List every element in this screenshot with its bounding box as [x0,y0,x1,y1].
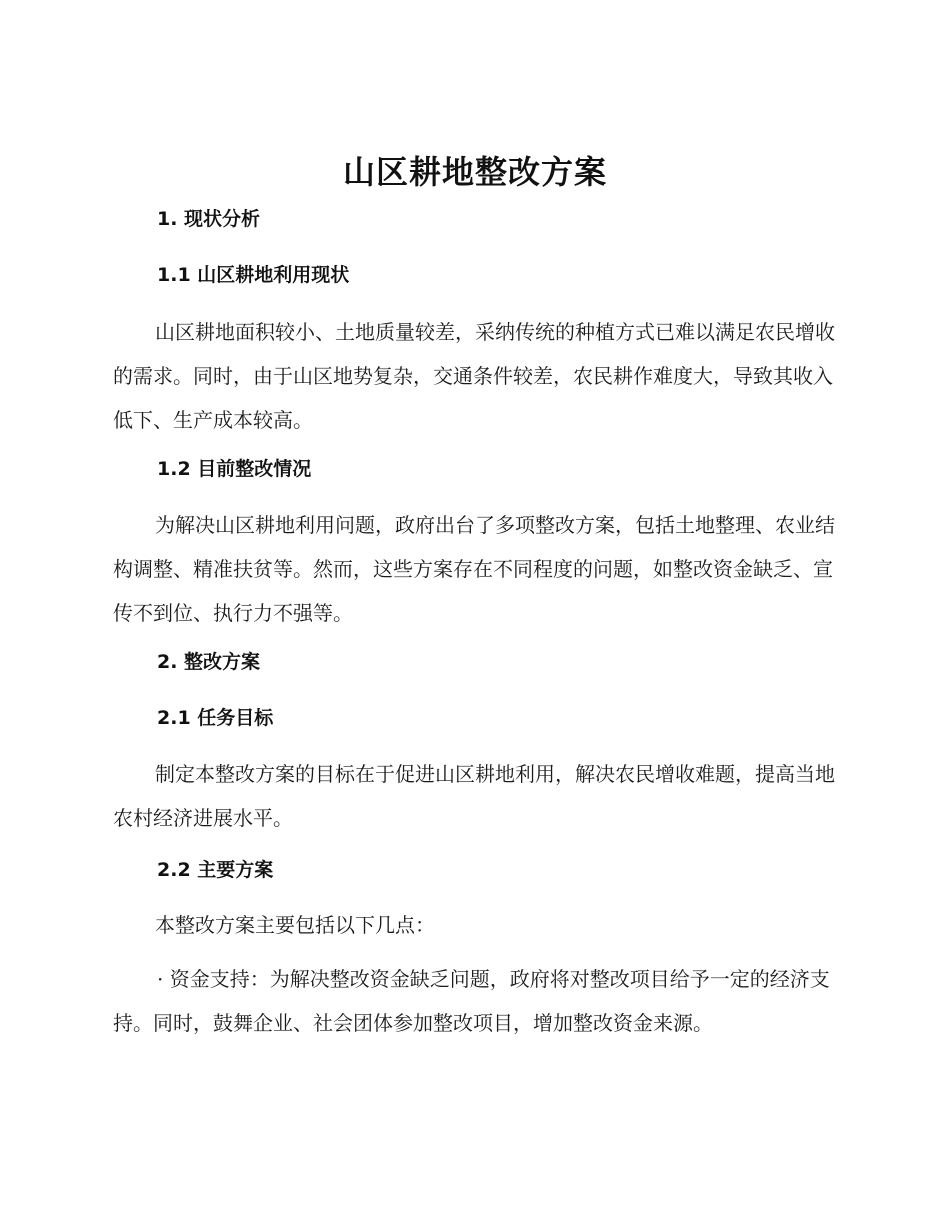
paragraph-1-2: 为解决山区耕地利用问题，政府出台了多项整改方案，包括土地整理、农业结构调整、精准扶贫等。然而，这些方案存在不同程度的问题，如整改资金缺乏、宣传不到位、执行力不强等。 [113,513,835,625]
section-heading-1: 1. 现状分析 [157,208,261,230]
section-heading-2: 2. 整改方案 [157,651,261,673]
paragraph-1-1: 山区耕地面积较小、土地质量较差，采纳传统的种植方式已难以满足农民增收的需求。同时，由于山区地势复杂，交通条件较差，农民耕作难度大，导致其收入低下、生产成本较高。 [113,320,835,432]
document-title: 山区耕地整改方案 [342,153,607,191]
section-heading-1-2: 1.2 目前整改情况 [157,458,312,480]
paragraph-2-1: 制定本整改方案的目标在于促进山区耕地利用，解决农民增收难题，提高当地农村经济进展水平。 [113,762,835,830]
bullet-funding-support: · 资金支持：为解决整改资金缺乏问题，政府将对整改项目给予一定的经济支持。同时，鼓舞企业、社会团体参加整改项目，增加整改资金来源。 [113,967,830,1035]
paragraph-2-2-intro: 本整改方案主要包括以下几点： [155,913,435,937]
section-heading-1-1: 1.1 山区耕地利用现状 [157,264,350,286]
section-heading-2-2: 2.2 主要方案 [157,859,274,881]
section-heading-2-1: 2.1 任务目标 [157,707,274,729]
